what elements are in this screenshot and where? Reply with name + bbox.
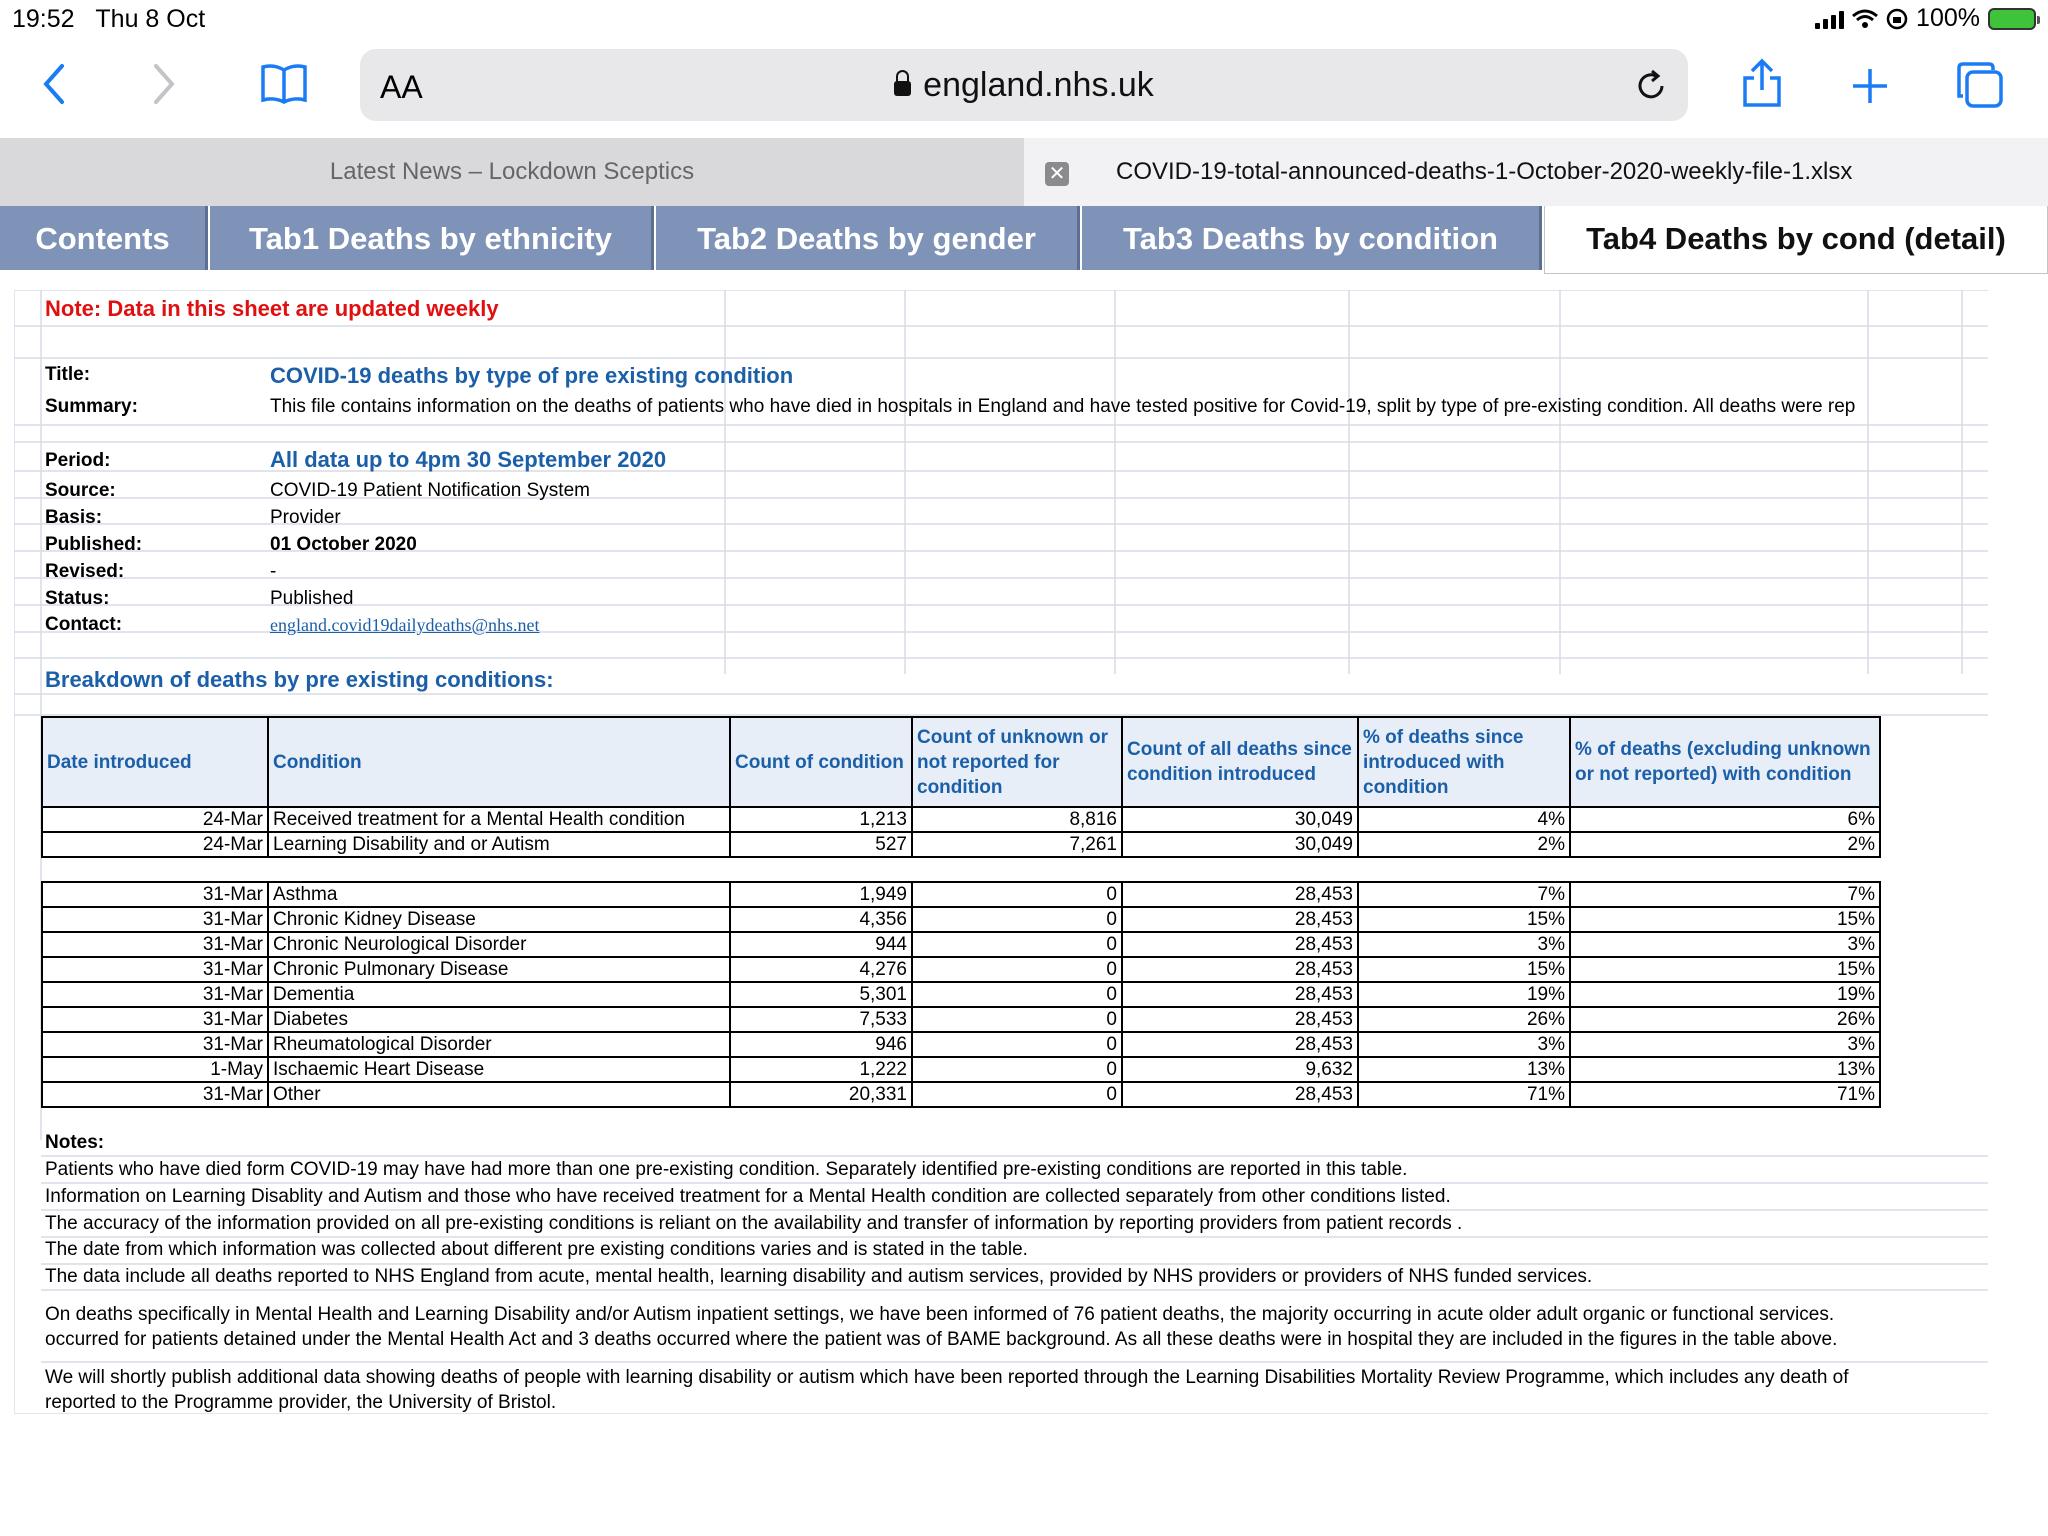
status-time: 19:52 Thu 8 Oct [12,5,206,33]
table-cell[interactable]: Chronic Pulmonary Disease [268,957,730,982]
table-cell[interactable]: 5,301 [730,982,912,1007]
sheet-tab-contents[interactable]: Contents [0,206,208,270]
table-cell[interactable]: 0 [912,907,1122,932]
table-cell[interactable]: 31-Mar [42,1007,268,1032]
status-value: Published [270,588,354,609]
spacer-cell [1358,857,1570,882]
summary-label: Summary: [45,396,138,417]
table-cell[interactable]: Other [268,1082,730,1107]
status-label: Status: [45,588,110,609]
table-cell[interactable]: Asthma [268,882,730,907]
table-cell[interactable]: 13% [1570,1057,1880,1082]
browser-toolbar [0,38,2048,138]
header-count-all: Count of all deaths since condition introduced [1122,717,1358,807]
table-cell[interactable]: 527 [730,832,912,857]
table-cell[interactable]: 28,453 [1122,882,1358,907]
share-icon[interactable] [1740,58,1784,108]
header-count: Count of condition [730,717,912,807]
table-cell[interactable]: 28,453 [1122,1032,1358,1057]
table-cell[interactable]: 2% [1358,832,1570,857]
table-cell[interactable]: Rheumatological Disorder [268,1032,730,1057]
contact-email-link[interactable]: england.covid19dailydeaths@nhs.net [270,615,540,635]
table-cell[interactable]: Chronic Neurological Disorder [268,932,730,957]
battery-icon [1988,8,2036,30]
spacer-cell [1570,857,1880,882]
table-cell[interactable]: Received treatment for a Mental Health condition [268,807,730,832]
table-cell[interactable]: 946 [730,1032,912,1057]
contact-label: Contact: [45,614,123,635]
update-note: Note: Data in this sheet are updated weekly [45,296,499,321]
table-cell[interactable]: 28,453 [1122,1007,1358,1032]
table-row [42,932,1880,957]
table-cell[interactable]: 15% [1358,957,1570,982]
table-cell[interactable]: 8,816 [912,807,1122,832]
reload-icon[interactable] [1634,69,1668,103]
table-cell[interactable]: 15% [1570,957,1880,982]
table-cell[interactable]: 0 [912,982,1122,1007]
address-bar[interactable] [360,49,1688,121]
table-cell[interactable]: 944 [730,932,912,957]
table-row [42,1032,1880,1057]
table-header-row [42,717,1880,807]
summary-text: This file contains information on the deaths of patients who have died in hospitals in England and have tested positive for Covid-19, split by type of pre-existing condition. All deaths were rep [270,397,1856,417]
title-label: Title: [45,364,91,385]
header-condition: Condition [268,717,730,807]
source-value: COVID-19 Patient Notification System [270,480,590,501]
table-cell[interactable]: 71% [1358,1082,1570,1107]
table-cell[interactable]: 1,949 [730,882,912,907]
revised-label: Revised: [45,561,125,582]
bookmarks-icon[interactable] [260,64,308,104]
table-cell[interactable]: 30,049 [1122,807,1358,832]
table-cell[interactable]: 31-Mar [42,932,268,957]
note-paragraph: occurred for patients detained under the Mental Health Act and 3 deaths occurred where the patient was of BAME background. As all these deaths were in hospital they are included in the figures in the table above. [45,1330,1838,1350]
table-cell[interactable]: 3% [1570,932,1880,957]
table-cell[interactable]: 0 [912,1032,1122,1057]
table-cell[interactable]: 31-Mar [42,982,268,1007]
spacer-cell [1122,857,1358,882]
url-text[interactable]: england.nhs.uk [360,66,1688,105]
conditions-table [41,716,1881,1108]
published-value: 01 October 2020 [270,534,417,555]
table-cell[interactable]: 7,533 [730,1007,912,1032]
table-row [42,832,1880,857]
breakdown-heading: Breakdown of deaths by pre existing conditions: [45,667,554,692]
table-cell[interactable]: 1,213 [730,807,912,832]
signal-icon [1815,9,1844,29]
lock-icon [894,81,911,96]
table-cell[interactable]: 0 [912,1057,1122,1082]
table-cell[interactable]: 13% [1358,1057,1570,1082]
table-row [42,807,1880,832]
table-cell[interactable]: 26% [1570,1007,1880,1032]
note-paragraph: reported to the Programme provider, the University of Bristol. [45,1393,557,1413]
note-line: Patients who have died form COVID-19 may have had more than one pre-existing condition. Separately identified pre-existing conditions are reported in this table. [45,1159,1408,1180]
table-cell[interactable]: 31-Mar [42,957,268,982]
table-row [42,882,1880,907]
period-label: Period: [45,450,111,471]
header-pct-excluding: % of deaths (excluding unknown or not reported) with condition [1570,717,1880,807]
battery-percent: 100% [1916,4,1980,32]
table-cell[interactable]: 3% [1570,1032,1880,1057]
table-cell[interactable]: 31-Mar [42,907,268,932]
table-cell[interactable]: 31-Mar [42,1082,268,1107]
sheet-tab-condition-detail[interactable]: Tab4 Deaths by cond (detail) [1544,206,2048,274]
table-row [42,1082,1880,1107]
back-icon[interactable] [42,62,66,106]
period-value: All data up to 4pm 30 September 2020 [270,447,667,472]
table-cell[interactable]: 28,453 [1122,957,1358,982]
browser-tab-bar [0,138,2048,206]
table-cell[interactable]: 1-May [42,1057,268,1082]
table-cell[interactable]: 28,453 [1122,932,1358,957]
table-row [42,957,1880,982]
table-cell[interactable]: Ischaemic Heart Disease [268,1057,730,1082]
table-row [42,907,1880,932]
spacer-cell [912,857,1122,882]
table-cell[interactable]: 4,356 [730,907,912,932]
table-cell[interactable]: 0 [912,1082,1122,1107]
table-cell[interactable]: Learning Disability and or Autism [268,832,730,857]
note-line: The data include all deaths reported to NHS England from acute, mental health, learning disability and autism services, provided by NHS providers or providers of NHS funded services. [45,1266,1593,1287]
table-cell[interactable]: 4,276 [730,957,912,982]
notes-label: Notes: [45,1132,105,1153]
browser-tab-inactive[interactable]: Latest News – Lockdown Sceptics [0,138,1024,206]
reader-options-button[interactable]: AA [380,69,423,105]
table-cell[interactable]: 15% [1570,907,1880,932]
sheet-tab-condition[interactable]: Tab3 Deaths by condition [1082,206,1542,270]
table-cell[interactable]: 7,261 [912,832,1122,857]
table-cell[interactable]: 26% [1358,1007,1570,1032]
table-cell[interactable]: 28,453 [1122,982,1358,1007]
header-date-introduced: Date introduced [42,717,268,807]
forward-icon[interactable] [152,62,176,106]
published-label: Published: [45,534,143,555]
table-cell[interactable]: 28,453 [1122,1082,1358,1107]
table-cell[interactable]: 0 [912,932,1122,957]
note-line: Information on Learning Disablity and Autism and those who have received treatment for a Mental Health condition are collected separately from other conditions listed. [45,1186,1451,1207]
table-cell[interactable]: 9,632 [1122,1057,1358,1082]
table-cell[interactable]: 31-Mar [42,882,268,907]
spacer-cell [42,857,268,882]
table-cell[interactable]: 24-Mar [42,832,268,857]
table-cell[interactable]: 19% [1570,982,1880,1007]
sheet-title: COVID-19 deaths by type of pre existing condition [270,363,794,388]
table-row [42,1007,1880,1032]
table-cell[interactable]: 28,453 [1122,907,1358,932]
table-cell[interactable]: 0 [912,882,1122,907]
basis-label: Basis: [45,507,103,528]
table-body [42,807,1880,1107]
new-tab-icon[interactable] [1850,66,1890,106]
spacer-cell [268,857,730,882]
table-cell[interactable]: Dementia [268,982,730,1007]
note-line: The accuracy of the information provided on all pre-existing conditions is reliant on the availability and transfer of information by reporting providers from patient records . [45,1213,1463,1234]
close-tab-icon[interactable]: ✕ [1045,162,1069,186]
table-cell[interactable]: 71% [1570,1082,1880,1107]
table-row [42,1057,1880,1082]
table-cell[interactable]: Diabetes [268,1007,730,1032]
source-label: Source: [45,480,116,501]
table-cell[interactable]: 2% [1570,832,1880,857]
orientation-lock-icon [1886,8,1908,30]
basis-value: Provider [270,507,341,528]
header-count-unknown: Count of unknown or not reported for condition [912,717,1122,807]
table-cell[interactable]: Chronic Kidney Disease [268,907,730,932]
sheet-tab-gender[interactable]: Tab2 Deaths by gender [656,206,1080,270]
sheet-tab-bar [0,206,2048,274]
table-cell[interactable]: 19% [1358,982,1570,1007]
table-cell[interactable]: 20,331 [730,1082,912,1107]
table-cell[interactable]: 3% [1358,1032,1570,1057]
status-indicators [1815,4,2036,33]
table-cell[interactable]: 0 [912,957,1122,982]
table-cell[interactable]: 30,049 [1122,832,1358,857]
table-cell[interactable]: 31-Mar [42,1032,268,1057]
table-cell[interactable]: 7% [1570,882,1880,907]
table-spacer-row [42,857,1880,882]
table-cell[interactable]: 7% [1358,882,1570,907]
spacer-cell [730,857,912,882]
table-cell[interactable]: 15% [1358,907,1570,932]
note-paragraph: On deaths specifically in Mental Health and Learning Disability and/or Autism inpatient settings, we have been informed of 76 patient deaths, the majority occurring in acute older adult organic or functional services. [45,1305,1835,1325]
status-bar [0,0,2048,38]
revised-value: - [270,561,277,582]
tabs-overview-icon[interactable] [1955,60,2005,110]
note-paragraph: We will shortly publish additional data showing deaths of people with learning disability or autism which have been reported through the Learning Disabilities Mortality Review Programme, which includes any death of [45,1368,1849,1388]
sheet-tab-ethnicity[interactable]: Tab1 Deaths by ethnicity [210,206,654,270]
table-cell[interactable]: 3% [1358,932,1570,957]
table-cell[interactable]: 0 [912,1007,1122,1032]
table-cell[interactable]: 4% [1358,807,1570,832]
table-cell[interactable]: 24-Mar [42,807,268,832]
browser-tab-active[interactable]: COVID-19-total-announced-deaths-1-October-2020-weekly-file-1.xlsx [1116,158,1853,185]
note-line: The date from which information was collected about different pre existing conditions varies and is stated in the table. [45,1239,1028,1260]
header-pct-since: % of deaths since introduced with condition [1358,717,1570,807]
table-row [42,982,1880,1007]
table-cell[interactable]: 1,222 [730,1057,912,1082]
table-cell[interactable]: 6% [1570,807,1880,832]
wifi-icon [1852,9,1878,29]
